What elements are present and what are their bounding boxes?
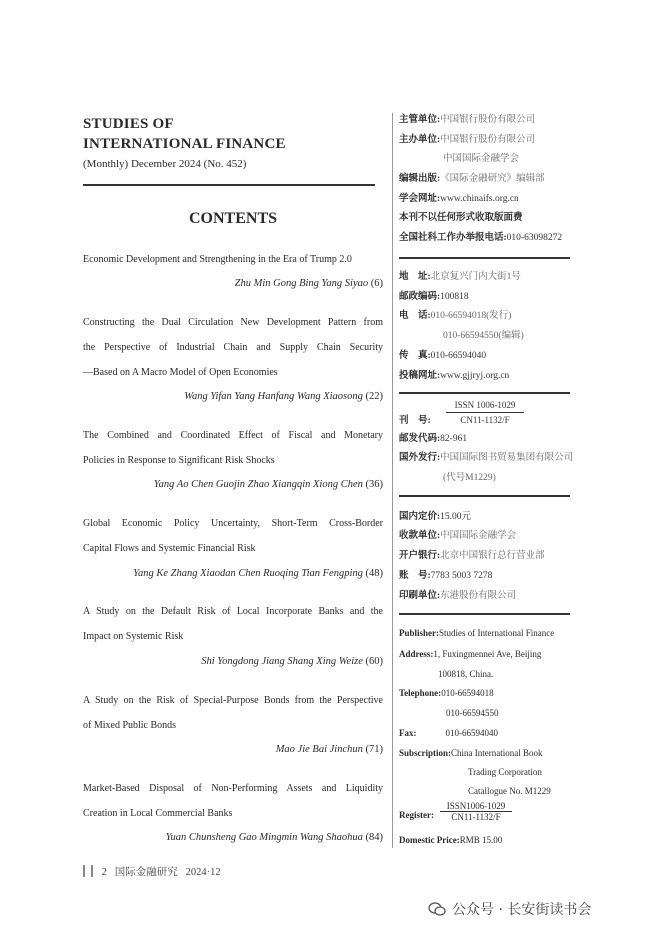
journal-title-line1: STUDIES OF [83, 116, 174, 132]
info-printer [399, 589, 516, 603]
article-title [83, 776, 383, 826]
en-label: Domestic Price: [399, 835, 460, 845]
info-overseas [399, 451, 573, 465]
issue-info: (Monthly) December 2024 (No. 452) [83, 158, 247, 170]
en-value: Trading Corporation [468, 767, 542, 777]
article-title-line: A Study on the Risk of Special-Purpose Bonds from the Perspective [83, 695, 383, 706]
info-value: 中国银行股份有限公司 [440, 135, 536, 145]
info-label: 投稿网址: [399, 371, 441, 381]
info-label: 主办单位: [399, 135, 441, 145]
info-price [399, 510, 471, 524]
watermark [428, 899, 591, 919]
info-label: 电 话: [399, 311, 431, 321]
info-value: 中国银行股份有限公司 [440, 115, 536, 125]
info-divider [399, 495, 570, 497]
article-title [83, 688, 383, 738]
info-payee [399, 529, 516, 543]
article-authors [83, 278, 383, 289]
article-title [83, 511, 383, 561]
info-submit [399, 369, 509, 383]
info-divider [399, 613, 570, 615]
article-authors [83, 391, 383, 402]
info-bank [399, 549, 545, 563]
article-title [83, 423, 383, 473]
article-title-line: Impact on Systemic Risk [83, 631, 184, 642]
en-telephone-2 [446, 708, 499, 718]
footer-bars-icon [83, 865, 93, 877]
en-label: Publisher: [399, 628, 440, 638]
info-postcode [399, 290, 469, 304]
page-number: (36) [365, 479, 383, 490]
authors-names: Wang Yifan Yang Hanfang Wang Xiaosong [184, 391, 363, 402]
info-overseas-2 [399, 471, 496, 485]
en-value: 100818, China. [438, 669, 494, 679]
info-label: 邮发代码: [399, 434, 441, 444]
column-divider [392, 113, 393, 848]
article-title-line: Policies in Response to Significant Risk Shocks [83, 455, 275, 466]
article-title-line: Capital Flows and Systemic Financial Risk [83, 543, 256, 554]
en-subscription-2 [468, 767, 542, 777]
article-authors [83, 656, 383, 667]
authors-names: Yang Ao Chen Guojin Zhao Xiangqin Xiong Chen [153, 479, 363, 490]
page-number: (60) [365, 656, 383, 667]
page-number: (71) [365, 744, 383, 755]
article-authors [83, 744, 383, 755]
info-mail [399, 432, 467, 446]
en-cn: CN11-1132/F [451, 812, 501, 822]
info-value: www.gjjryj.org.cn [440, 371, 510, 381]
info-phone [399, 309, 511, 323]
info-value: www.chinaifs.org.cn [440, 194, 519, 204]
wechat-icon [428, 902, 446, 916]
authors-names: Yang Ke Zhang Xiaodan Chen Ruoqing Tian Fengping [133, 568, 363, 579]
en-address-2 [438, 669, 493, 679]
info-divider [399, 392, 570, 394]
info-hotline [399, 231, 562, 245]
info-value: 010-66594018(发行) [430, 311, 512, 321]
authors-names: Mao Jie Bai Jinchun [275, 744, 363, 755]
contents-heading: CONTENTS [188, 210, 278, 227]
info-label: 邮政编码: [399, 292, 441, 302]
info-label: 本刊不以任何形式收取版面费 [399, 213, 523, 223]
info-label: 主管单位: [399, 115, 441, 125]
info-label: 刊 号: [399, 416, 431, 426]
en-label: Telephone: [399, 688, 442, 698]
article-title [83, 599, 383, 649]
article-title-line: Global Economic Policy Uncertainty, Short-Term Cross-Border [83, 518, 383, 529]
page-number: (6) [370, 278, 383, 289]
en-telephone [399, 688, 494, 698]
info-value: 010-66594550(编辑) [443, 331, 524, 341]
info-editor [399, 172, 545, 186]
info-value: 中国国际金融学会 [440, 531, 517, 541]
info-address [399, 270, 521, 284]
info-organizer [399, 133, 535, 147]
article-title-line: Creation in Local Commercial Banks [83, 808, 233, 819]
info-value: 北京中国银行总行营业部 [440, 551, 545, 561]
en-label: Fax: [399, 728, 417, 738]
en-label: Address: [399, 649, 434, 659]
footer-date: 2024·12 [185, 867, 221, 878]
info-value: 82-961 [440, 434, 468, 444]
journal-title [83, 114, 286, 154]
page-footer [83, 864, 221, 879]
info-value: 010-66594040 [430, 351, 487, 361]
article-authors [83, 832, 383, 843]
article-title [83, 310, 383, 385]
info-label: 全国社科工作办举报电话: [399, 233, 507, 243]
en-subscription [399, 748, 543, 758]
info-value: 东港股份有限公司 [440, 591, 517, 601]
en-value: 010-66594040 [445, 728, 498, 738]
en-subscription-3 [468, 786, 551, 796]
info-label: 印刷单位: [399, 591, 441, 601]
article-title-line: of Mixed Public Bonds [83, 720, 177, 731]
info-phone-2 [399, 329, 524, 343]
info-value: 010-63098272 [506, 233, 563, 243]
issn-value: ISSN 1006-1029 [446, 398, 524, 413]
info-value: (代号M1229) [443, 473, 496, 483]
authors-names: Yuan Chunsheng Gao Mingmin Wang Shaohua [165, 832, 363, 843]
info-fax [399, 349, 486, 363]
journal-title-line2: INTERNATIONAL FINANCE [83, 136, 286, 152]
info-label: 国内定价: [399, 512, 441, 522]
en-value: 010-66594018 [441, 688, 494, 698]
info-value: 中国国际图书贸易集团有限公司 [440, 453, 574, 463]
cn-value: CN11-1132/F [460, 415, 510, 425]
info-label: 学会网址: [399, 194, 441, 204]
info-label: 国外发行: [399, 453, 441, 463]
en-label: Register: [399, 810, 434, 820]
en-issn: ISSN1006-1029 [440, 801, 512, 812]
info-label: 收款单位: [399, 531, 441, 541]
article-title-line: The Combined and Coordinated Effect of Fiscal and Monetary [83, 430, 383, 441]
en-value: 010-66594550 [446, 708, 499, 718]
en-value: Studies of International Finance [439, 628, 555, 638]
footer-journal-name: 国际金融研究 [114, 867, 178, 878]
footer-page-number: 2 [101, 867, 107, 878]
info-website [399, 192, 519, 206]
en-value: China International Book [451, 748, 543, 758]
info-account [399, 569, 492, 583]
info-value: 15.00元 [440, 512, 472, 522]
info-sponsor [399, 113, 535, 127]
watermark-text: 公众号 · 长安街读书会 [452, 902, 592, 918]
authors-names: Zhu Min Gong Bing Yang Siyao [234, 278, 369, 289]
info-label: 传 真: [399, 351, 431, 361]
info-value: 100818 [440, 292, 469, 302]
en-value: Catallogue No. M1229 [468, 786, 551, 796]
info-divider [399, 257, 570, 259]
authors-names: Shi Yongdong Jiang Shang Xing Weize [201, 656, 363, 667]
article-authors [83, 479, 383, 490]
info-label: 编辑出版: [399, 174, 441, 184]
info-value: 北京复兴门内大街1号 [430, 272, 521, 282]
page-number: (84) [365, 832, 383, 843]
en-register [440, 801, 512, 822]
info-value: 7783 5003 7278 [430, 571, 493, 581]
info-label: 开户银行: [399, 551, 441, 561]
info-organizer-2 [399, 152, 519, 166]
article-title [83, 247, 383, 272]
info-value: 《国际金融研究》编辑部 [440, 174, 545, 184]
en-fax [399, 728, 498, 738]
en-price [399, 835, 502, 845]
info-value: 中国国际金融学会 [443, 154, 520, 164]
info-label: 地 址: [399, 272, 431, 282]
en-address [399, 649, 541, 659]
info-issn [446, 398, 524, 427]
article-authors [83, 568, 383, 579]
info-no-fee [399, 211, 523, 225]
article-title-line: —Based on A Macro Model of Open Economies [83, 367, 278, 378]
title-divider [83, 184, 375, 186]
article-title-line: Market-Based Disposal of Non-Performing Assets and Liquidity [83, 783, 383, 794]
en-register-label [399, 810, 434, 820]
page-number: (48) [365, 568, 383, 579]
en-label: Subscription: [399, 748, 452, 758]
en-value: RMB 15.00 [459, 835, 503, 845]
en-publisher [399, 628, 554, 638]
page-number: (22) [365, 391, 383, 402]
en-value: 1, Fuxingmennei Ave, Beijing [433, 649, 542, 659]
article-title-line: Constructing the Dual Circulation New Development Pattern from [83, 317, 383, 328]
info-label: 账 号: [399, 571, 431, 581]
article-title-line: Economic Development and Strengthening in the Era of Trump 2.0 [83, 254, 352, 265]
article-title-line: the Perspective of Industrial Chain and Supply Chain Security [83, 342, 383, 353]
article-title-line: A Study on the Default Risk of Local Incorporate Banks and the [83, 606, 383, 617]
